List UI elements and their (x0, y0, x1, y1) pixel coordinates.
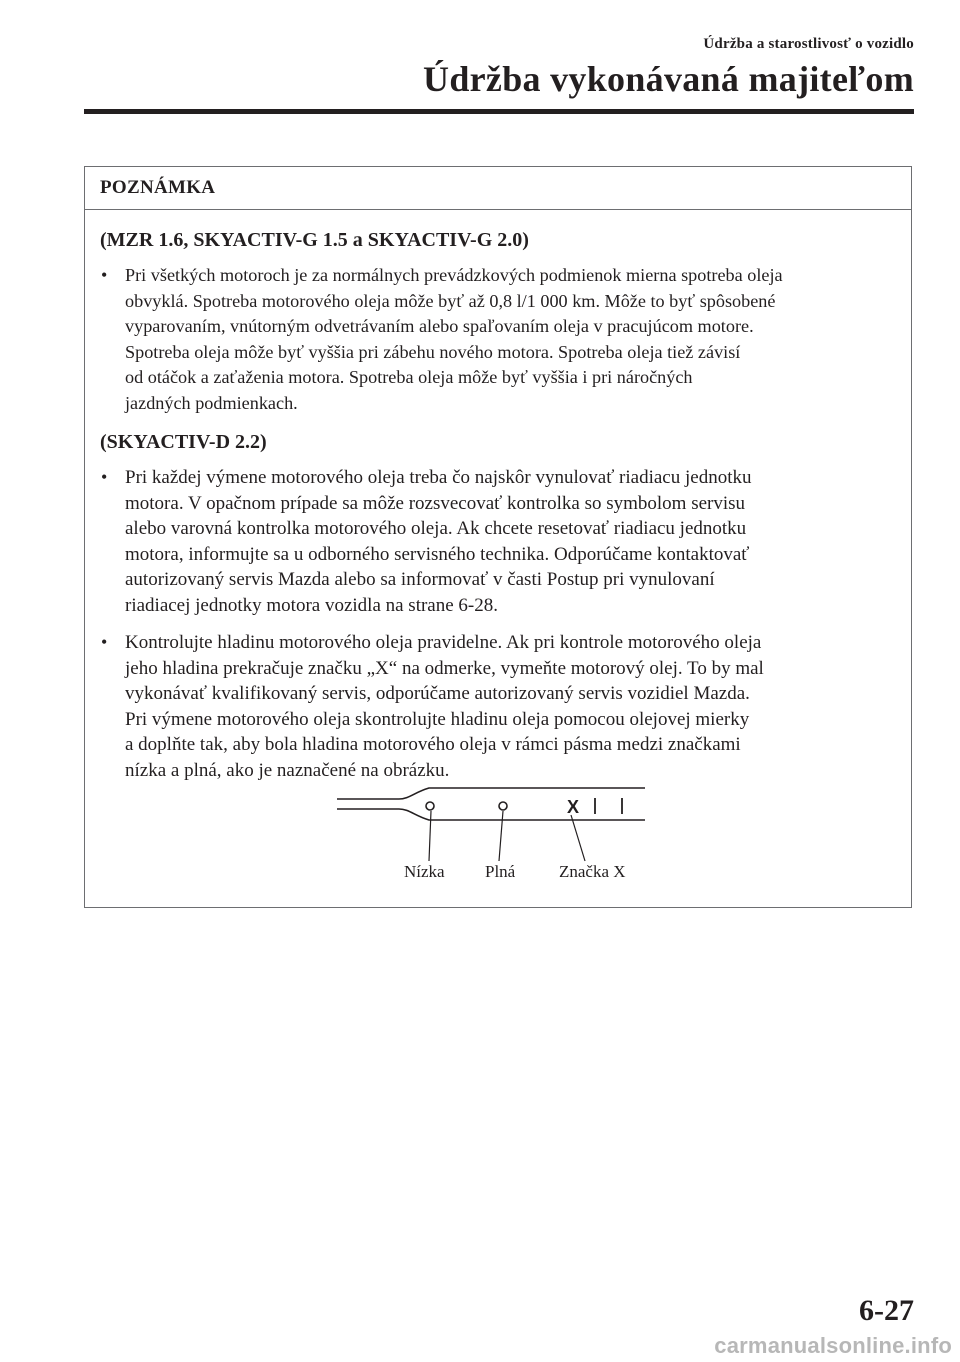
text-line: nízka a plná, ako je naznačené na obrázku. (125, 759, 450, 781)
full-mark-circle (499, 802, 507, 810)
text-line: jeho hladina prekračuje značku „X“ na odmerke, vymeňte motorový olej. To by mal (125, 657, 764, 679)
text-line: a doplňte tak, aby bola hladina motorového oleja v rámci pásma medzi značkami (125, 734, 741, 755)
note-heading: POZNÁMKA (85, 167, 911, 210)
text-line: motora. V opačnom prípade sa môže rozsvecovať kontrolka so symbolom servisu (125, 492, 746, 514)
text-line: vykonávať kvalifikovaný servis, odporúčame autorizovaný servis vozidiel Mazda. (125, 683, 750, 704)
text-line: alebo varovná kontrolka motorového oleja. Ak chcete resetovať riadiacu jednotku (125, 518, 747, 539)
note-box (84, 166, 912, 908)
x-mark-leader (571, 815, 585, 861)
engine-group-heading: (MZR 1.6, SKYACTIV-G 1.5 a SKYACTIV-G 2.0) (100, 229, 529, 251)
text-line: vyparovaním, vnútorným odvetrávaním alebo spaľovaním oleja v pracujúcom motore. (125, 316, 754, 336)
x-mark-glyph: X (566, 797, 580, 817)
text-line: • Pri všetkých motoroch je za normálnych prevádzkových podmienok mierna spotreba oleja (125, 265, 783, 285)
text-line: • Kontrolujte hladinu motorového oleja pravidelne. Ak pri kontrole motorového oleja (125, 632, 762, 653)
text-line: Spotreba oleja môže byť vyššia pri zábehu nového motora. Spotreba oleja tiež závisí (125, 341, 741, 362)
text-line: Pri výmene motorového oleja skontrolujte hladinu oleja pomocou olejovej mierky (125, 708, 750, 730)
text-line: motora, informujte sa u odborného servisného technika. Odporúčame kontaktovať (125, 543, 750, 565)
label-full: Plná (485, 862, 516, 881)
text-line: obvyklá. Spotreba motorového oleja môže byť až 0,8 l/1 000 km. Môže to byť spôsobené (125, 290, 776, 311)
section-header: Údržba a starostlivosť o vozidlo (703, 36, 914, 52)
page-title: Údržba vykonávaná majiteľom (423, 59, 914, 99)
text-line: • Pri každej výmene motorového oleja treba čo najskôr vynulovať riadiacu jednotku (125, 467, 752, 488)
page-number: 6-27 (859, 1294, 914, 1327)
low-leader (429, 811, 431, 861)
header-rule (84, 109, 914, 114)
watermark: carmanualsonline.info (714, 1333, 952, 1358)
label-low: Nízka (404, 862, 445, 881)
bullet-oil-consumption (100, 263, 895, 416)
bullet-check-oil-level (100, 630, 895, 783)
text-line: autorizovaný servis Mazda alebo sa informovať v časti Postup pri vynulovaní (125, 569, 715, 590)
text-line: riadiacej jednotky motora vozidla na strane 6-28. (125, 594, 499, 616)
text-line: od otáčok a zaťaženia motora. Spotreba oleja môže byť vyššia i pri náročných (125, 367, 693, 387)
bullet-reset-ecu (100, 465, 895, 618)
low-mark-circle (426, 802, 434, 810)
note-body (85, 210, 911, 783)
dipstick-figure (335, 785, 655, 885)
dipstick-outline (337, 788, 645, 820)
diesel-group-heading: (SKYACTIV-D 2.2) (100, 431, 267, 453)
label-x-mark: Značka X (559, 862, 626, 881)
full-leader (499, 811, 503, 861)
text-line: jazdných podmienkach. (125, 392, 298, 413)
